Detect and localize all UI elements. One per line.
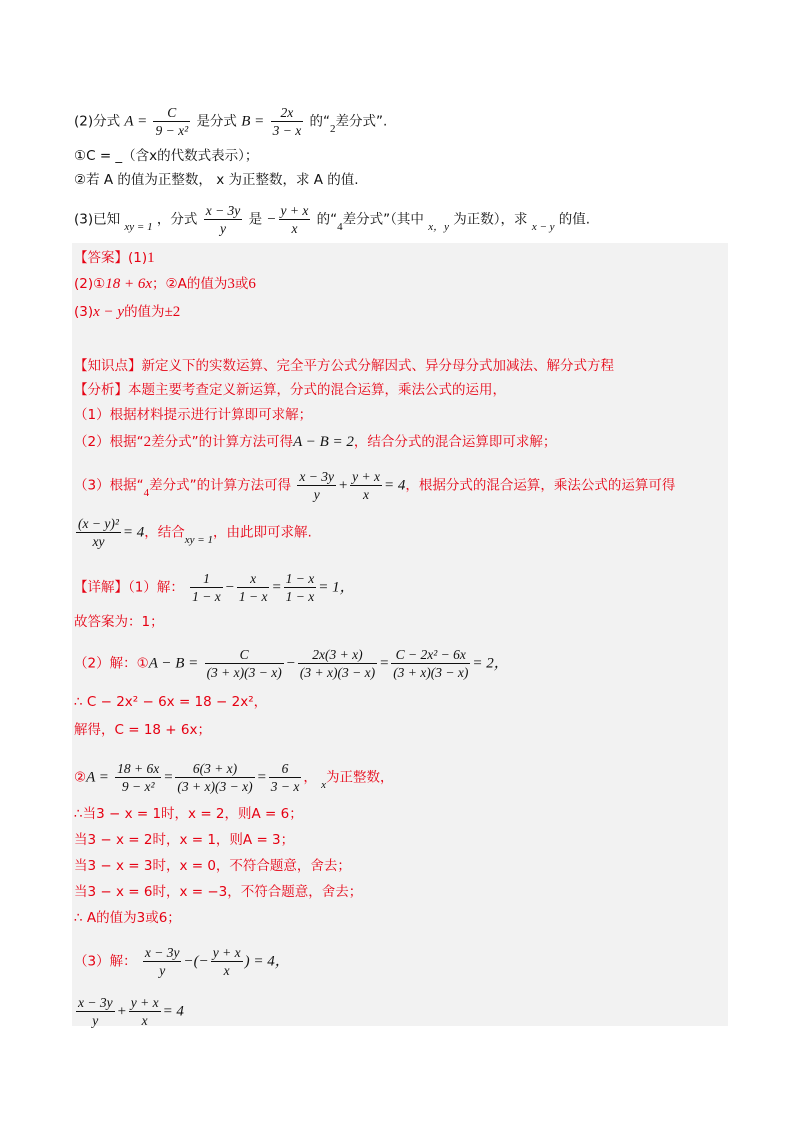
analysis-step-3: （3）根据“$_4$差分式”的计算方法可得 $\frac{x - 3y}{y}$ + $\frac{y + x}{x}$ = 4，根据分式的混合运算，乘法公式的运算可得 xyxy=(74,469,676,502)
answer-2-text: ；②A的值为 xyxy=(152,276,228,292)
q3-text-g: 的值. xyxy=(558,211,591,228)
detail-case-2: 当3 − x = 2时，x = 1，则A = 3； xyxy=(74,832,295,848)
q3-target: x − y xyxy=(531,220,555,233)
answer-line-3 xyxy=(74,302,180,322)
q3-text-c: 是 xyxy=(248,211,263,228)
q3-intro: (3)已知 xyxy=(74,211,121,228)
question-2-sub2: ②若 A 的值为正整数， x 为正整数，求 A 的值. xyxy=(74,172,359,188)
answer-3-label: (3) xyxy=(74,304,94,320)
detail-2-step-2: ∴ C − 2x² − 6x = 18 − 2x²， xyxy=(74,694,268,710)
detail-conclusion: ∴ A的值为3或6； xyxy=(74,910,181,926)
detail-3-step-2: $\frac{x - 3y}{y}$ + $\frac{y + x}{x}$ = 4 xyxy=(78,995,184,1028)
detail-3-line: （3）解： $\frac{x - 3y}{y}$ −(− $\frac{y + x}{x}$ ) = 4， xyxy=(74,945,290,978)
answer-1-value: 1 xyxy=(147,250,155,266)
question-3-line xyxy=(74,202,590,237)
detail-2-part-2: ②A = $\frac{18 + 6x}{\text{9 − x²}}$ = $\frac{6(3 + x)}{(3 + x)(3 - x)}$ = $\frac{6}{3 - x}$ ， $_x$为正整数， xyxy=(74,761,394,794)
answer-line-1 xyxy=(74,248,155,268)
question-2-line xyxy=(74,104,387,139)
q2-tail-a: 的“ xyxy=(309,113,330,130)
q2-A-fraction: $\frac{C}{\text{9 − x²}}$ xyxy=(155,105,189,138)
analysis-intro: 【分析】本题主要考查定义新运算，分式的混合运算，乘法公式的运用， xyxy=(74,382,506,398)
detail-case-4: 当3 − x = 6时，x = −3，不符合题意，舍去； xyxy=(74,884,363,900)
answer-1-label: (1) xyxy=(128,250,148,266)
detail-2-line: （2）解：①A − B = $\frac{C}{(3 + x)(3 - x)}$ − $\frac{2x(3 + x)}{(3 + x)(3 - x)}$ = $\frac{\text{C − 2x² − 6x}}{(3 + x)(3 - x)}$ = 2， xyxy=(74,647,509,680)
analysis-step-1: （1）根据材料提示进行计算即可求解； xyxy=(74,407,313,423)
answer-3-text: 的值为 xyxy=(124,304,165,320)
q2-mid-text: 是分式 xyxy=(196,113,237,130)
q3-text-e: 差分式”（其中 xyxy=(342,211,424,228)
answer-2-or: 或 xyxy=(234,276,249,292)
q3-text-d: 的“ xyxy=(316,211,338,228)
answer-2-e: 6 xyxy=(248,276,256,292)
answer-3-value: ±2 xyxy=(164,304,181,320)
q3-text-f: 为正数），求 xyxy=(453,211,528,228)
detail-case-1: ∴当3 − x = 1时，x = 2，则A = 6； xyxy=(74,806,303,822)
q2-B-fraction: $\frac{2x}{3 - x}$ xyxy=(272,105,302,138)
q2-tail-num: 2 xyxy=(329,122,336,135)
question-2-sub1: ①C = _（含x的代数式表示）； xyxy=(74,148,259,164)
detail-1-line: 【详解】（1）解： $\frac{1}{1 - x}$ − $\frac{x}{1 - x}$ = $\frac{1 - x}{1 - x}$ = 1， xyxy=(74,571,355,604)
q2-B-label: B = xyxy=(241,113,265,130)
q3-condition: xy = 1 xyxy=(124,220,153,233)
q3-xy: x，y xyxy=(428,220,449,233)
q3-text-b: ，分式 xyxy=(156,211,198,228)
q3-num: 4 xyxy=(337,220,343,233)
q2-A-label: A = xyxy=(124,113,148,130)
q2-intro: (2)分式 xyxy=(74,113,121,130)
analysis-step-2: （2）根据“2差分式”的计算方法可得A − B = 2，结合分式的混合运算即可求解； xyxy=(74,434,557,450)
answer-2-label: (2)① xyxy=(74,276,106,292)
answer-2-value: 18 + 6x xyxy=(105,276,153,292)
answer-label: 【答案】 xyxy=(74,250,128,266)
analysis-s3-fraction-2: $\frac{y + x}{x}$ xyxy=(352,469,380,502)
q2-tail-b: 差分式”. xyxy=(335,113,388,130)
knowledge-points: 【知识点】新定义下的实数运算、完全平方公式分解因式、异分母分式加减法、解分式方程 xyxy=(74,358,614,374)
analysis-s3-fraction-1: $\frac{x - 3y}{y}$ xyxy=(299,469,334,502)
detail-case-3: 当3 − x = 3时，x = 0，不符合题意，舍去； xyxy=(74,858,351,874)
q3-fraction-1: $\frac{x - 3y}{y}$ xyxy=(205,203,241,236)
analysis-s4-fraction: $\frac{\text{(x − y)²}}{xy}$ xyxy=(78,516,119,549)
analysis-step-4: $\frac{\text{(x − y)²}}{xy}$ = 4，结合$_{xy = 1}$，由此即可求解. xyxy=(78,516,312,549)
detail-2-step-3: 解得，C = 18 + 6x； xyxy=(74,722,211,738)
q3-fraction-2: $\frac{y + x}{x}$ xyxy=(280,203,309,236)
answer-3-expr: x − y xyxy=(93,304,125,320)
q3-minus: − xyxy=(266,211,277,228)
detail-1-answer: 故答案为：1； xyxy=(74,614,164,630)
answer-line-2 xyxy=(74,274,256,294)
answer-2-c: 3 xyxy=(227,276,235,292)
